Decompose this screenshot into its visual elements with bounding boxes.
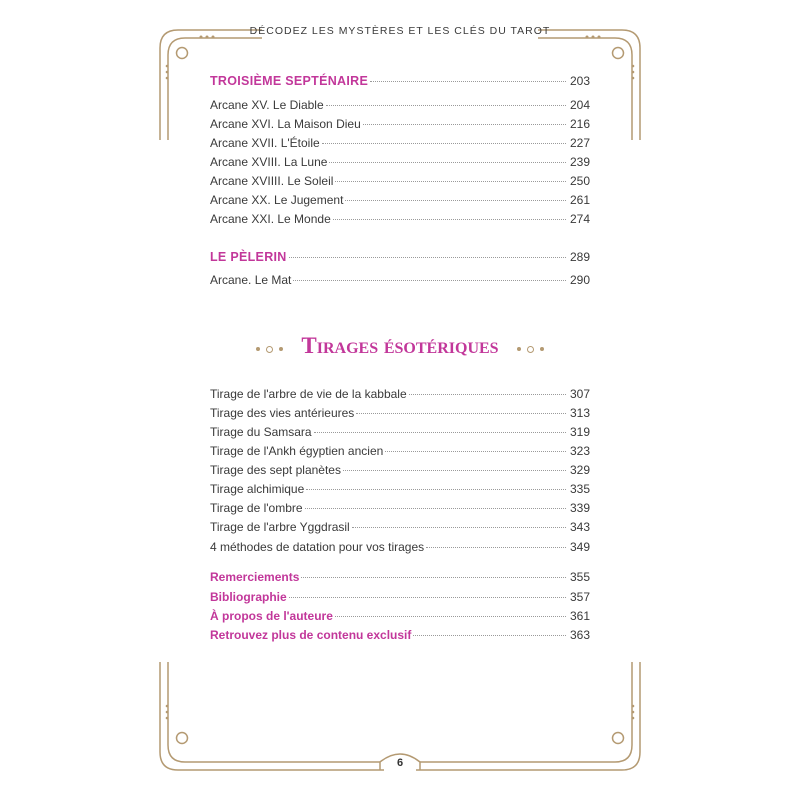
toc-entry[interactable] xyxy=(210,98,590,112)
toc-entry[interactable] xyxy=(210,136,590,150)
entry-label: Tirage du Samsara xyxy=(210,425,312,439)
ornament-left xyxy=(253,335,286,361)
page-ref: 329 xyxy=(569,463,590,477)
dot-leader xyxy=(426,547,566,548)
entry-label: Retrouvez plus de contenu exclusif xyxy=(210,628,412,642)
toc-entry[interactable] xyxy=(210,540,590,554)
entry-label: Tirage de l'arbre de vie de la kabbale xyxy=(210,387,407,401)
page-ref: 289 xyxy=(569,250,590,264)
page-ref: 204 xyxy=(569,98,590,112)
dot-leader xyxy=(306,489,566,490)
dot-leader xyxy=(314,432,566,433)
page-ref: 335 xyxy=(569,482,590,496)
page-ref: 203 xyxy=(569,74,590,88)
page-ref: 307 xyxy=(569,387,590,401)
ornament-right xyxy=(514,335,547,361)
dot-leader xyxy=(333,219,566,220)
dot-leader xyxy=(329,162,566,163)
toc-entry[interactable] xyxy=(210,174,590,188)
dot-leader xyxy=(289,597,566,598)
toc-entry[interactable] xyxy=(210,520,590,534)
toc-entry[interactable] xyxy=(210,482,590,496)
entry-label: Bibliographie xyxy=(210,590,287,604)
toc-entry[interactable] xyxy=(210,444,590,458)
entry-label: Arcane XXI. Le Monde xyxy=(210,212,331,226)
entry-label: Arcane XX. Le Jugement xyxy=(210,193,344,207)
entry-label: Tirage des sept planètes xyxy=(210,463,341,477)
dot-leader xyxy=(409,394,566,395)
page-ref: 250 xyxy=(569,174,590,188)
dot-leader xyxy=(345,200,566,201)
entry-label: À propos de l'auteure xyxy=(210,609,333,623)
chapter-heading xyxy=(0,333,800,361)
toc-entry[interactable] xyxy=(210,387,590,401)
dot-leader xyxy=(356,413,566,414)
toc-entry[interactable] xyxy=(210,117,590,131)
page-ref: 261 xyxy=(569,193,590,207)
section-title: LE PÈLERIN xyxy=(210,250,287,264)
entry-label: Tirage de l'arbre Yggdrasil xyxy=(210,520,350,534)
dot-leader xyxy=(305,508,566,509)
page-ref: 355 xyxy=(569,570,590,584)
page-ref: 323 xyxy=(569,444,590,458)
entry-label: Arcane. Le Mat xyxy=(210,273,292,287)
dot-leader xyxy=(352,527,566,528)
dot-leader xyxy=(413,635,566,636)
toc-section-le-pelerin[interactable] xyxy=(210,250,590,264)
toc-entry-a-propos[interactable] xyxy=(210,609,590,623)
page-ref: 216 xyxy=(569,117,590,131)
dot-leader xyxy=(370,81,566,82)
page-ref: 343 xyxy=(569,520,590,534)
entry-label: Remerciements xyxy=(210,570,300,584)
dot-leader xyxy=(289,257,566,258)
running-header: DÉCODEZ LES MYSTÈRES ET LES CLÉS DU TAROT xyxy=(249,25,551,37)
page-number: 6 xyxy=(396,757,404,769)
toc-entry[interactable] xyxy=(210,406,590,420)
entry-label: 4 méthodes de datation pour vos tirages xyxy=(210,540,425,554)
chapter-heading-text: Tirages ésotériques xyxy=(301,333,499,358)
page-ref: 361 xyxy=(569,609,590,623)
page-ref: 239 xyxy=(569,155,590,169)
entry-label: Tirage des vies antérieures xyxy=(210,406,355,420)
dot-leader xyxy=(343,470,566,471)
toc-entry-bibliographie[interactable] xyxy=(210,590,590,604)
toc-entry[interactable] xyxy=(210,425,590,439)
toc-entry[interactable] xyxy=(210,501,590,515)
page-ref: 290 xyxy=(569,273,590,287)
entry-label: Arcane XV. Le Diable xyxy=(210,98,324,112)
entry-label: Tirage de l'Ankh égyptien ancien xyxy=(210,444,384,458)
section-title: TROISIÈME SEPTÉNAIRE xyxy=(210,74,369,88)
dot-leader xyxy=(335,181,566,182)
toc-entry[interactable] xyxy=(210,193,590,207)
toc-section-troisieme-septenaire[interactable] xyxy=(210,74,590,88)
entry-label: Tirage alchimique xyxy=(210,482,305,496)
page-ref: 363 xyxy=(569,628,590,642)
entry-label: Arcane XVI. La Maison Dieu xyxy=(210,117,361,131)
toc-entry[interactable] xyxy=(210,155,590,169)
page-ref: 313 xyxy=(569,406,590,420)
entry-label: Arcane XVIIII. Le Soleil xyxy=(210,174,334,188)
toc-entry[interactable] xyxy=(210,273,590,287)
toc-entry[interactable] xyxy=(210,212,590,226)
page-ref: 274 xyxy=(569,212,590,226)
page-ref: 319 xyxy=(569,425,590,439)
dot-leader xyxy=(322,143,566,144)
dot-leader xyxy=(293,280,566,281)
entry-label: Arcane XVIII. La Lune xyxy=(210,155,328,169)
entry-label: Arcane XVII. L'Étoile xyxy=(210,136,320,150)
page-ref: 357 xyxy=(569,590,590,604)
page-ref: 339 xyxy=(569,501,590,515)
toc-entry-remerciements[interactable] xyxy=(210,570,590,584)
dot-leader xyxy=(385,451,566,452)
page-ref: 349 xyxy=(569,540,590,554)
dot-leader xyxy=(363,124,566,125)
dot-leader xyxy=(301,577,566,578)
dot-leader xyxy=(326,105,566,106)
dot-leader xyxy=(335,616,566,617)
page-ref: 227 xyxy=(569,136,590,150)
toc-entry[interactable] xyxy=(210,463,590,477)
toc-entry-contenu-exclusif[interactable] xyxy=(210,628,590,642)
entry-label: Tirage de l'ombre xyxy=(210,501,303,515)
